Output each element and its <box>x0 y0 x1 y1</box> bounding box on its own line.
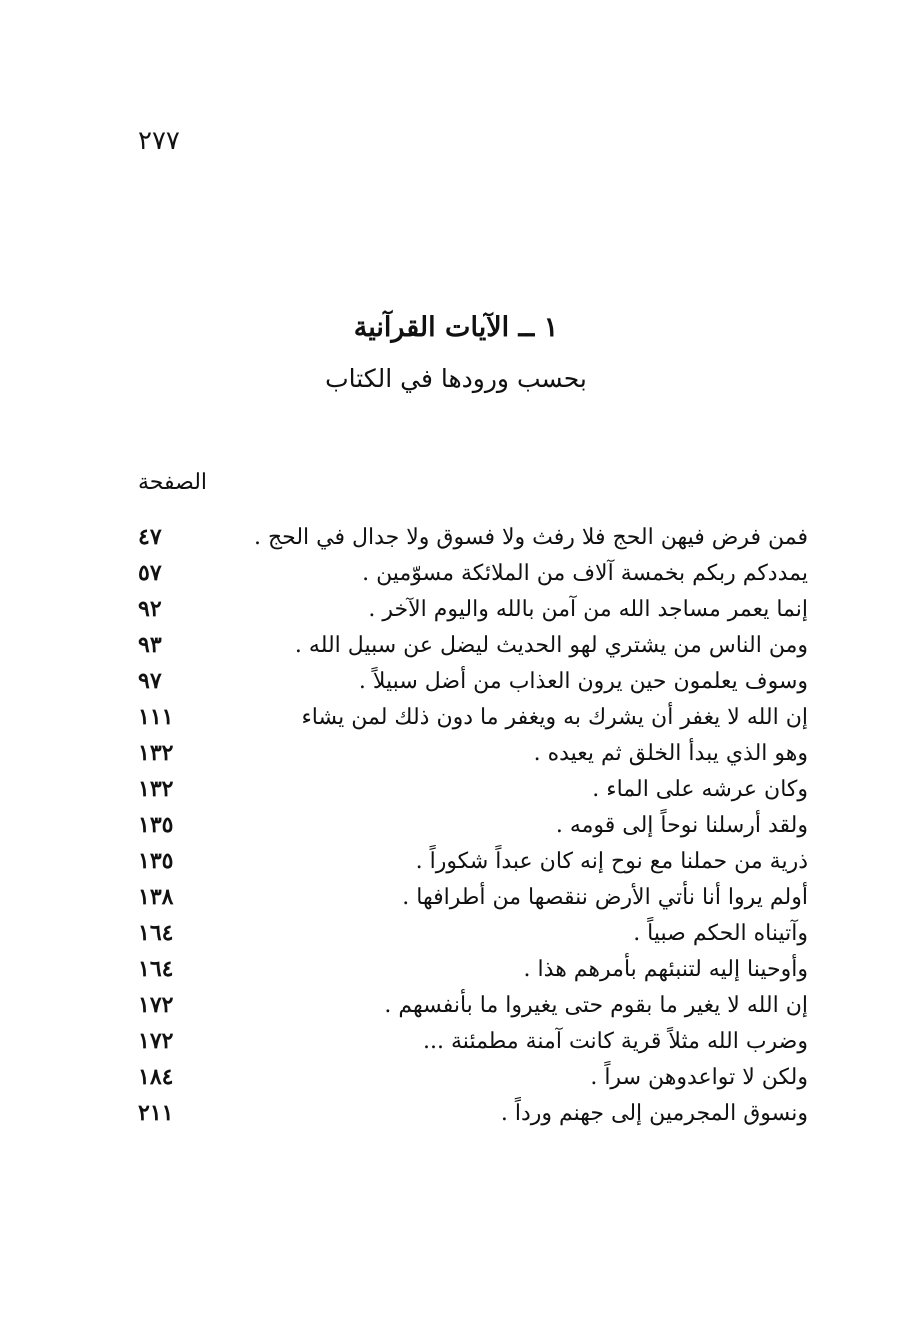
verse-entry <box>138 519 808 555</box>
verse-entry <box>138 771 808 807</box>
verse-entry <box>138 555 808 591</box>
section-title: ١ ــ الآيات القرآنية <box>353 312 559 343</box>
verse-text: ومن الناس من يشتري لهو الحديث ليضل عن سبيل الله . <box>294 632 808 658</box>
verse-text: وسوف يعلمون حين يرون العذاب من أضل سبيلاً . <box>358 668 808 694</box>
verse-text: وضرب الله مثلاً قرية كانت آمنة مطمئنة ... <box>423 1028 808 1054</box>
verse-entry <box>138 1023 808 1059</box>
verse-entry <box>138 735 808 771</box>
verse-text: وهو الذي يبدأ الخلق ثم يعيده . <box>533 740 808 766</box>
verse-text: ولقد أرسلنا نوحاً إلى قومه . <box>555 812 808 838</box>
verse-entry <box>138 951 808 987</box>
verse-page-number: ١٣٥ <box>138 812 174 838</box>
verse-page-number: ١٨٤ <box>138 1064 174 1090</box>
verse-page-number: ٩٣ <box>138 632 162 658</box>
verse-text: وأوحينا إليه لتنبئهم بأمرهم هذا . <box>523 956 808 982</box>
page-number: ٢٧٧ <box>138 126 180 156</box>
verse-text: أولم يروا أنا نأتي الأرض ننقصها من أطرافها . <box>402 884 808 910</box>
verse-entry <box>138 591 808 627</box>
verse-entry <box>138 879 808 915</box>
verse-page-number: ٩٢ <box>138 596 162 622</box>
verse-text: وكان عرشه على الماء . <box>592 776 808 802</box>
section-subtitle: بحسب ورودها في الكتاب <box>325 364 587 393</box>
verse-text: ذرية من حملنا مع نوح إنه كان عبداً شكوراً . <box>415 848 808 874</box>
verse-text: إنما يعمر مساجد الله من آمن بالله واليوم الآخر . <box>368 596 808 622</box>
verse-page-number: ١٧٢ <box>138 1028 174 1054</box>
verse-text: إن الله لا يغفر أن يشرك به ويغفر ما دون ذلك لمن يشاء <box>301 704 808 730</box>
verse-page-number: ١٦٤ <box>138 956 174 982</box>
verse-page-number: ٥٧ <box>138 560 162 586</box>
verse-page-number: ٩٧ <box>138 668 162 694</box>
verse-entry <box>138 807 808 843</box>
verse-entry <box>138 1059 808 1095</box>
verse-page-number: ٢١١ <box>138 1100 174 1126</box>
verse-entry <box>138 627 808 663</box>
verse-page-number: ١٣٥ <box>138 848 174 874</box>
verse-page-number: ١٣٢ <box>138 776 174 802</box>
verse-text: يمددكم ربكم بخمسة آلاف من الملائكة مسوّمين . <box>362 560 808 586</box>
verse-page-number: ٤٧ <box>138 524 162 550</box>
verse-entry <box>138 987 808 1023</box>
verse-page-number: ١٣٢ <box>138 740 174 766</box>
verse-page-number: ١٧٢ <box>138 992 174 1018</box>
page-column-header: الصفحة <box>138 470 208 495</box>
verse-text: فمن فرض فيهن الحج فلا رفث ولا فسوق ولا جدال في الحج . <box>253 524 808 550</box>
verse-entry <box>138 915 808 951</box>
verse-entry <box>138 1095 808 1131</box>
verse-page-number: ١٦٤ <box>138 920 174 946</box>
verse-text: إن الله لا يغير ما بقوم حتى يغيروا ما بأنفسهم . <box>384 992 808 1018</box>
verse-page-number: ١٣٨ <box>138 884 174 910</box>
verse-text: ولكن لا تواعدوهن سراً . <box>590 1064 808 1090</box>
verse-text: ونسوق المجرمين إلى جهنم ورداً . <box>500 1100 808 1126</box>
verse-index-list <box>138 519 808 1131</box>
verse-page-number: ١١١ <box>138 704 174 730</box>
verse-entry <box>138 699 808 735</box>
verse-text: وآتيناه الحكم صبياً . <box>633 920 808 946</box>
verse-entry <box>138 843 808 879</box>
verse-entry <box>138 663 808 699</box>
